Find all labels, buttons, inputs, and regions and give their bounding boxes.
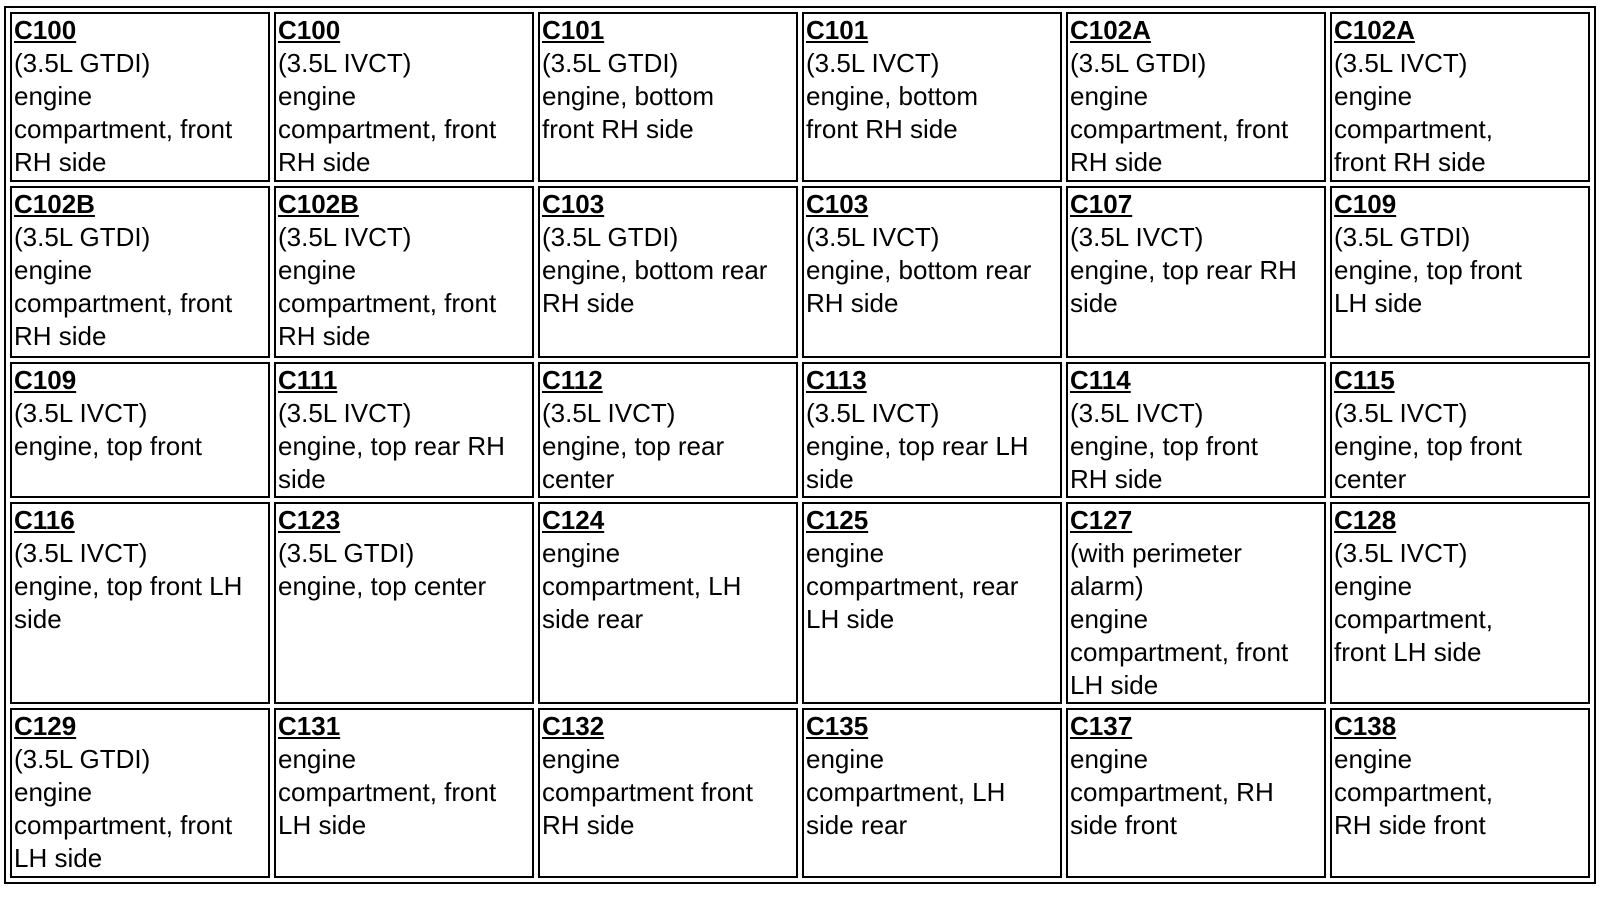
connector-location-text: engine [14,81,93,111]
connector-id-link[interactable]: C107 [1070,189,1133,219]
connector-id-link[interactable]: C100 [278,15,341,45]
connector-location-text: RH side [542,288,635,318]
connector-id-link[interactable]: C113 [806,365,867,395]
connector-location-text: side rear [806,810,908,840]
connector-location-text: side [806,464,854,494]
connector-location-text: compartment, front [14,810,233,840]
connector-location-text: compartment, front [14,114,233,144]
connector-location-text: engine [806,538,885,568]
connector-location-text: compartment front [542,777,753,807]
table-row [10,362,1590,498]
connector-cell [274,186,534,358]
connector-location-text: (3.5L IVCT) [1334,48,1468,78]
connector-location-text: (3.5L IVCT) [14,398,148,428]
connector-location-table [4,6,1596,884]
connector-cell [802,502,1062,704]
connector-location-text: engine [1070,604,1149,634]
connector-id-link[interactable]: C116 [14,505,75,535]
connector-location-text: engine [542,744,621,774]
connector-table-body [10,12,1590,878]
connector-id-link[interactable]: C137 [1070,711,1133,741]
connector-location-text: engine [278,81,357,111]
connector-location-text: engine, top rear RH [278,431,505,461]
connector-location-text: side front [1070,810,1177,840]
connector-id-link[interactable]: C100 [14,15,77,45]
connector-id-link[interactable]: C109 [14,365,77,395]
connector-location-text: (3.5L GTDI) [1070,48,1207,78]
connector-id-link[interactable]: C102A [1334,15,1415,45]
connector-location-text: engine [1070,81,1149,111]
connector-location-text: engine, top front LH [14,571,243,601]
connector-location-text: engine, top front [1334,431,1522,461]
connector-location-text: engine, bottom [806,81,979,111]
connector-cell [274,502,534,704]
connector-location-text: compartment, LH [542,571,742,601]
connector-location-text: (3.5L GTDI) [278,538,415,568]
connector-cell [538,186,798,358]
connector-cell [1330,186,1590,358]
connector-location-text: RH side [1070,147,1163,177]
connector-cell [1066,362,1326,498]
connector-id-link[interactable]: C103 [542,189,605,219]
connector-id-link[interactable]: C102B [14,189,95,219]
connector-cell [802,186,1062,358]
connector-id-link[interactable]: C109 [1334,189,1397,219]
connector-id-link[interactable]: C102A [1070,15,1151,45]
connector-location-text: compartment, front [1070,114,1289,144]
connector-id-link[interactable]: C127 [1070,505,1133,535]
connector-location-text: engine [806,744,885,774]
connector-cell [10,12,270,182]
connector-location-text: engine [1334,744,1413,774]
table-row [10,502,1590,704]
connector-cell [1330,362,1590,498]
connector-location-text: (3.5L IVCT) [542,398,676,428]
connector-location-text: RH side [278,147,371,177]
connector-location-text: side [278,464,326,494]
connector-location-text: (3.5L GTDI) [542,222,679,252]
connector-location-text: (3.5L IVCT) [806,222,940,252]
connector-location-text: (3.5L IVCT) [1070,222,1204,252]
table-row [10,708,1590,878]
connector-location-text: RH side [542,810,635,840]
connector-location-text: engine, bottom [542,81,715,111]
connector-location-text: (3.5L GTDI) [14,744,151,774]
connector-location-text: (3.5L GTDI) [542,48,679,78]
connector-location-text: LH side [278,810,367,840]
connector-location-text: (3.5L IVCT) [278,398,412,428]
connector-location-text: alarm) [1070,571,1144,601]
connector-cell [10,362,270,498]
connector-location-text: front RH side [1334,147,1486,177]
connector-cell [10,186,270,358]
connector-location-text: compartment, front [1070,637,1289,667]
connector-location-text: LH side [1334,288,1423,318]
connector-location-text: RH side [806,288,899,318]
connector-location-text: engine, top rear RH [1070,255,1297,285]
connector-cell [274,12,534,182]
connector-location-text: engine, top rear [542,431,725,461]
connector-cell [1330,708,1590,878]
connector-cell [802,708,1062,878]
connector-location-text: side rear [542,604,644,634]
connector-location-text: engine [1334,81,1413,111]
connector-location-text: compartment, [1334,114,1493,144]
connector-location-text: LH side [14,843,103,873]
connector-location-text: (3.5L GTDI) [1334,222,1471,252]
connector-location-text: engine, bottom rear [542,255,768,285]
connector-id-link[interactable]: C135 [806,711,869,741]
connector-location-text: (3.5L IVCT) [278,222,412,252]
connector-location-text: compartment, LH [806,777,1006,807]
connector-location-text: engine, top center [278,571,487,601]
connector-location-text: (with perimeter [1070,538,1242,568]
connector-id-link[interactable]: C124 [542,505,605,535]
connector-cell [802,362,1062,498]
connector-location-text: LH side [1070,670,1159,700]
connector-id-link[interactable]: C132 [542,711,605,741]
connector-location-text: engine [14,255,93,285]
connector-cell [538,12,798,182]
connector-location-text: RH side [278,321,371,351]
connector-location-text: center [542,464,615,494]
connector-location-text: engine [1334,571,1413,601]
connector-location-text: compartment, front [278,288,497,318]
connector-location-text: engine [1070,744,1149,774]
connector-location-text: engine, top front [1070,431,1258,461]
connector-location-text: (3.5L IVCT) [1070,398,1204,428]
connector-location-text: compartment, front [14,288,233,318]
connector-location-text: engine, top front [14,431,202,461]
connector-cell [1330,12,1590,182]
connector-id-link[interactable]: C129 [14,711,77,741]
connector-location-text: compartment, RH [1070,777,1274,807]
connector-cell [1066,186,1326,358]
connector-id-link[interactable]: C102B [278,189,359,219]
connector-location-text: engine, top front [1334,255,1522,285]
connector-id-link[interactable]: C115 [1334,365,1395,395]
connector-location-text: front RH side [542,114,694,144]
connector-id-link[interactable]: C138 [1334,711,1397,741]
connector-location-text: center [1334,464,1407,494]
connector-cell [274,708,534,878]
connector-id-link[interactable]: C123 [278,505,341,535]
connector-location-text: RH side [14,147,107,177]
connector-location-text: (3.5L GTDI) [14,48,151,78]
connector-id-link[interactable]: C111 [278,365,338,395]
connector-cell [538,708,798,878]
connector-location-text: (3.5L IVCT) [806,398,940,428]
connector-id-link[interactable]: C128 [1334,505,1397,535]
connector-location-text: (3.5L IVCT) [1334,538,1468,568]
connector-location-text: RH side [14,321,107,351]
connector-location-text: (3.5L IVCT) [1334,398,1468,428]
connector-location-text: (3.5L IVCT) [278,48,412,78]
connector-cell [538,502,798,704]
connector-id-link[interactable]: C125 [806,505,869,535]
connector-location-text: engine [278,744,357,774]
connector-location-text: engine, top rear LH [806,431,1029,461]
connector-cell [1066,708,1326,878]
connector-location-text: side [1070,288,1118,318]
table-row [10,12,1590,182]
connector-location-text: RH side front [1334,810,1486,840]
connector-id-link[interactable]: C114 [1070,365,1131,395]
connector-location-text: LH side [806,604,895,634]
connector-id-link[interactable]: C131 [278,711,341,741]
connector-location-text: compartment, rear [806,571,1019,601]
connector-id-link[interactable]: C112 [542,365,603,395]
connector-cell [274,362,534,498]
connector-location-text: engine [278,255,357,285]
connector-location-text: engine [14,777,93,807]
connector-location-text: side [14,604,62,634]
connector-cell [10,502,270,704]
connector-location-text: compartment, front [278,114,497,144]
connector-id-link[interactable]: C101 [806,15,869,45]
connector-location-text: front LH side [1334,637,1482,667]
connector-location-text: (3.5L IVCT) [14,538,148,568]
connector-cell [10,708,270,878]
connector-id-link[interactable]: C101 [542,15,605,45]
connector-location-text: compartment, [1334,777,1493,807]
connector-cell [1066,12,1326,182]
connector-cell [1066,502,1326,704]
connector-location-text: (3.5L GTDI) [14,222,151,252]
connector-cell [802,12,1062,182]
connector-id-link[interactable]: C103 [806,189,869,219]
connector-location-text: compartment, front [278,777,497,807]
table-row [10,186,1590,358]
connector-location-text: RH side [1070,464,1163,494]
connector-location-text: front RH side [806,114,958,144]
connector-location-text: engine [542,538,621,568]
connector-cell [1330,502,1590,704]
connector-location-text: engine, bottom rear [806,255,1032,285]
connector-location-text: compartment, [1334,604,1493,634]
connector-location-text: (3.5L IVCT) [806,48,940,78]
connector-cell [538,362,798,498]
